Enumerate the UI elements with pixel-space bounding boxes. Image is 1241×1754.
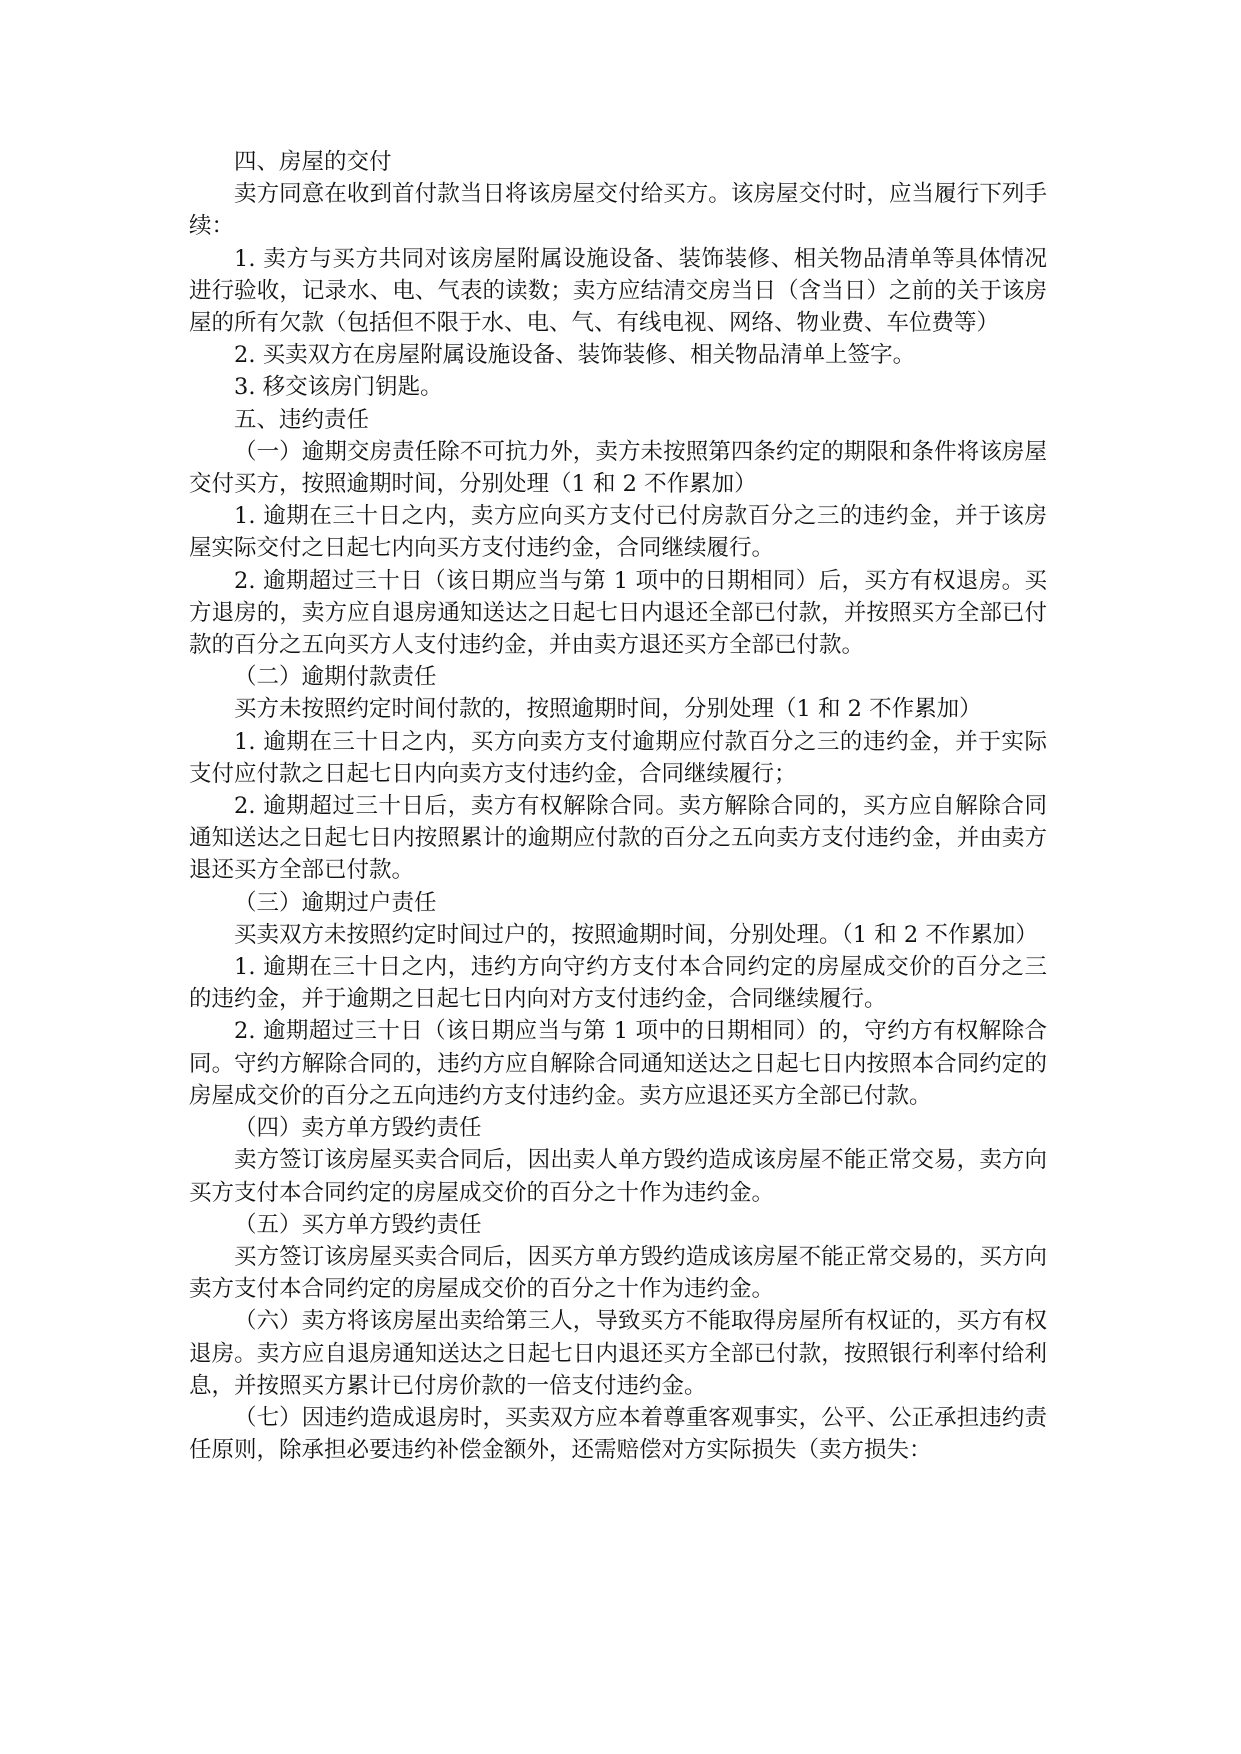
list-item: 1. 卖方与买方共同对该房屋附属设施设备、装饰装修、相关物品清单等具体情况进行验收，记录水、电、气表的读数；卖方应结清交房当日（含当日）之前的关于该房屋的所有欠款（包括但不限于水、电、气、有线电视、网络、物业费、车位费等）	[189, 245, 1047, 337]
paragraph: （一）逾期交房责任除不可抗力外，卖方未按照第四条约定的期限和条件将该房屋交付买方，按照逾期时间，分别处理（1 和 2 不作累加）	[189, 438, 1047, 498]
paragraph: 买方签订该房屋买卖合同后，因买方单方毁约造成该房屋不能正常交易的，买方向卖方支付本合同约定的房屋成交价的百分之十作为违约金。	[189, 1243, 1047, 1303]
list-item: 2. 买卖双方在房屋附属设施设备、装饰装修、相关物品清单上签字。	[234, 342, 916, 369]
paragraph: 买方未按照约定时间付款的，按照逾期时间，分别处理（1 和 2 不作累加）	[234, 696, 982, 723]
subsection-heading: （二）逾期付款责任	[234, 664, 437, 691]
paragraph: 买卖双方未按照约定时间过户的，按照逾期时间，分别处理。（1 和 2 不作累加）	[234, 921, 1038, 948]
section-heading-delivery: 四、房屋的交付	[234, 149, 392, 175]
paragraph: （六）卖方将该房屋出卖给第三人，导致买方不能取得房屋所有权证的，买方有权退房。卖方应自退房通知送达之日起七日内退还买方全部已付款，按照银行利率付给利息，并按照买方累计已付房价款的一倍支付违约金。	[189, 1308, 1047, 1399]
list-item: 2. 逾期超过三十日（该日期应当与第 1 项中的日期相同）后，买方有权退房。买方退房的，卖方应自退房通知送达之日起七日内退还全部已付款，并按照买方全部已付款的百分之五向买方人支付违约金，并由卖方退还买方全部已付款。	[189, 567, 1047, 659]
paragraph: 卖方签订该房屋买卖合同后，因出卖人单方毁约造成该房屋不能正常交易，卖方向买方支付本合同约定的房屋成交价的百分之十作为违约金。	[189, 1147, 1047, 1206]
section-heading-liability: 五、违约责任	[234, 406, 370, 433]
subsection-heading: （四）卖方单方毁约责任	[234, 1115, 482, 1142]
list-item: 2. 逾期超过三十日后，卖方有权解除合同。卖方解除合同的，买方应自解除合同通知送达之日起七日内按照累计的逾期应付款的百分之五向卖方支付违约金，并由卖方退还买方全部已付款。	[189, 793, 1047, 884]
paragraph: 卖方同意在收到首付款当日将该房屋交付给买方。该房屋交付时，应当履行下列手续：	[189, 181, 1047, 240]
list-item: 3. 移交该房门钥匙。	[234, 374, 443, 401]
document-page	[189, 146, 1047, 1466]
list-item: 1. 逾期在三十日之内，卖方应向买方支付已付房款百分之三的违约金，并于该房屋实际交付之日起七内向买方支付违约金，合同继续履行。	[189, 503, 1047, 562]
subsection-heading: （五）买方单方毁约责任	[234, 1211, 482, 1238]
list-item: 1. 逾期在三十日之内，买方向卖方支付逾期应付款百分之三的违约金，并于实际支付应付款之日起七日内向卖方支付违约金，合同继续履行；	[189, 728, 1047, 787]
list-item: 2. 逾期超过三十日（该日期应当与第 1 项中的日期相同）的，守约方有权解除合同。守约方解除合同的，违约方应自解除合同通知送达之日起七日内按照本合同约定的房屋成交价的百分之五向违约方支付违约金。卖方应退还买方全部已付款。	[189, 1018, 1047, 1109]
list-item: 1. 逾期在三十日之内，违约方向守约方支付本合同约定的房屋成交价的百分之三的违约金，并于逾期之日起七日内向对方支付违约金，合同继续履行。	[189, 954, 1047, 1013]
subsection-heading: （三）逾期过户责任	[234, 889, 437, 916]
paragraph: （七）因违约造成退房时，买卖双方应本着尊重客观事实，公平、公正承担违约责任原则，除承担必要违约补偿金额外，还需赔偿对方实际损失（卖方损失：	[189, 1404, 1047, 1464]
